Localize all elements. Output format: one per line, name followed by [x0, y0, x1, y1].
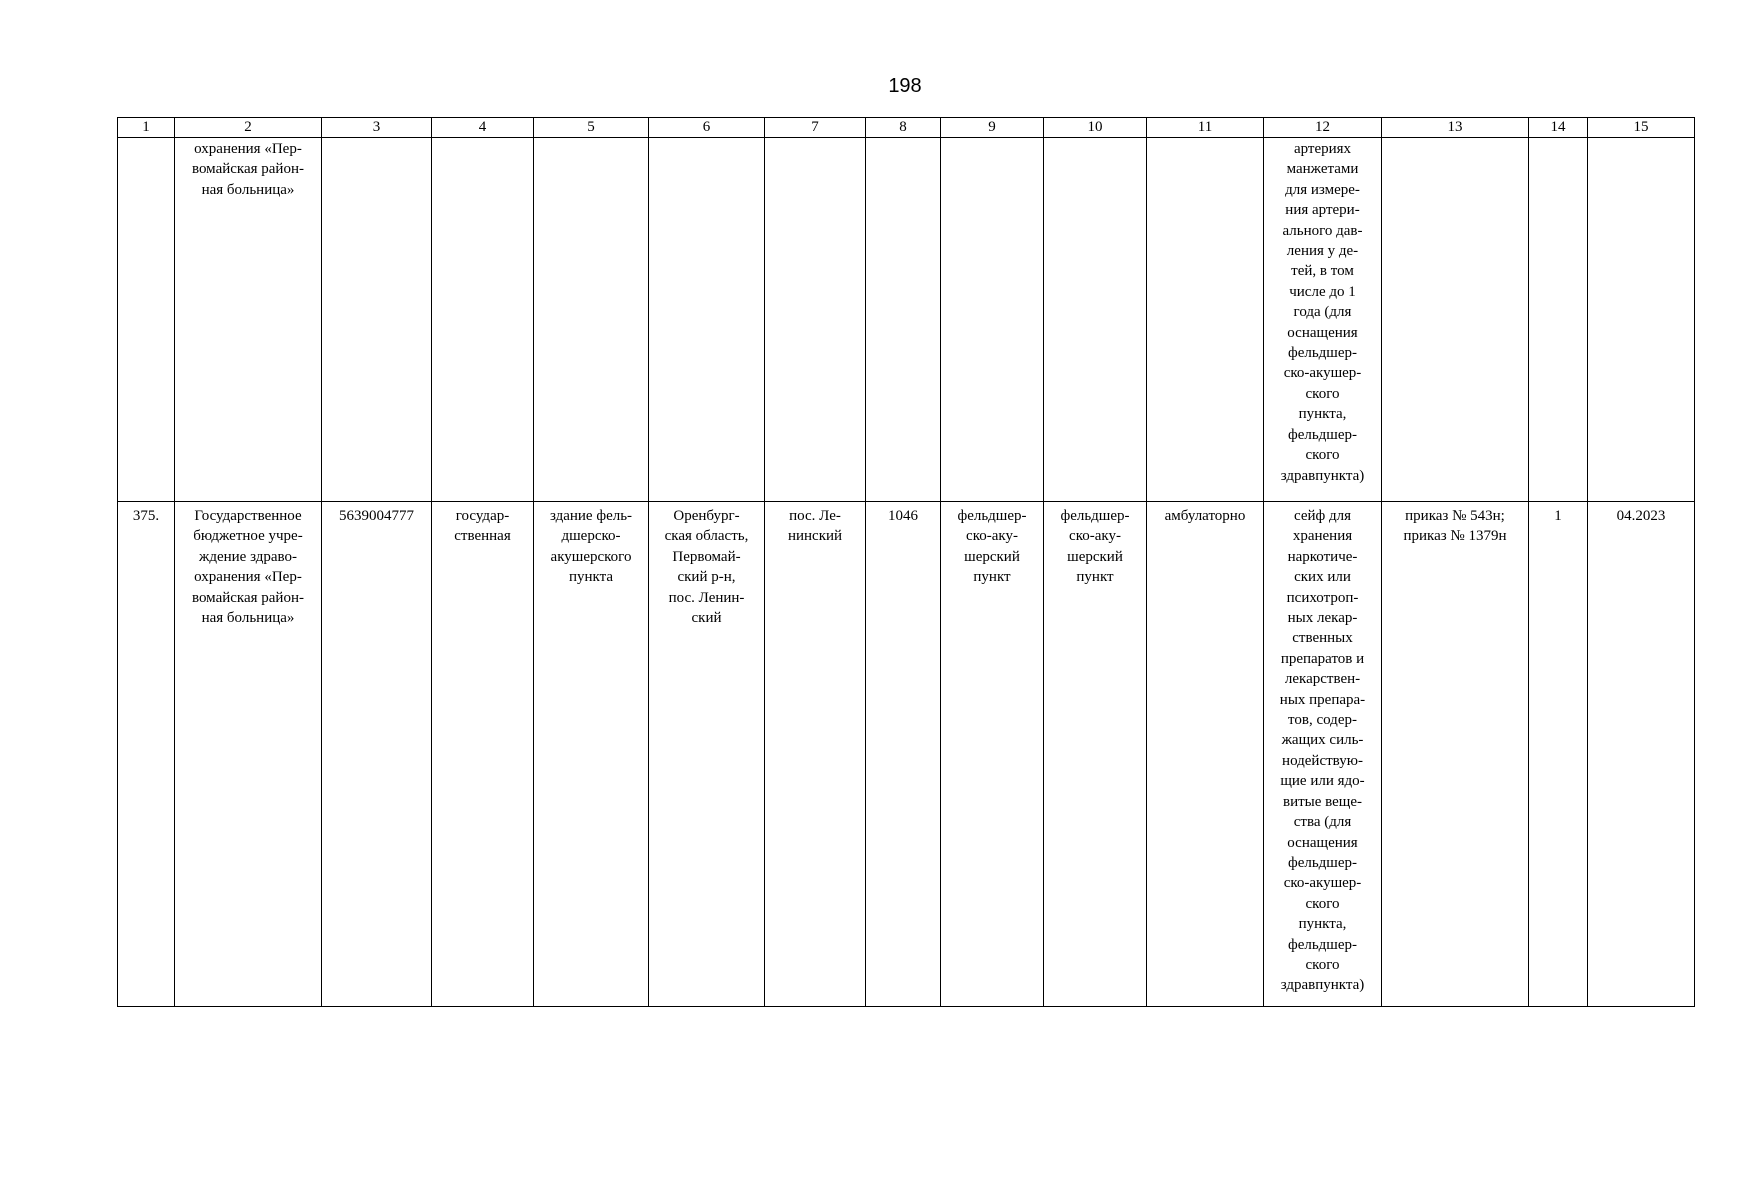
cell-date [1588, 502, 1695, 1007]
cell-address [649, 502, 765, 1007]
header-cell-8: 8 [866, 118, 941, 138]
cell-equipment [1264, 502, 1382, 1007]
cell-organization [175, 138, 322, 502]
header-cell-10: 10 [1044, 118, 1147, 138]
cell-text: сейф для хранения наркотиче- ских или психотроп- ных лекар- ственных препаратов и лекарствен- ных препара- тов, содер- жащих силь- нодействую- щие или ядо- витые веще- ства (для оснащения фельдшер- ско-акушер- ского пункта, фельдшер- ского здравпункта) [1279, 508, 1366, 994]
header-cell-7: 7 [765, 118, 866, 138]
cell-unit-profile [1044, 138, 1147, 502]
cell-text: охранения «Пер- вомайская район- ная больница» [191, 141, 304, 198]
table-row-continuation [118, 138, 1695, 502]
cell-text: фельдшер- ско-аку- шерский пункт [957, 508, 1027, 586]
cell-care-form [1147, 138, 1264, 502]
cell-text: Оренбург- ская область, Первомай- ский р-н, пос. Ленин- ский [664, 508, 749, 627]
cell-inn [322, 502, 432, 1007]
header-cell-3: 3 [322, 118, 432, 138]
header-row [118, 118, 1695, 138]
page-number: 198 [888, 75, 922, 97]
cell-inn [322, 138, 432, 502]
cell-unit-profile [1044, 502, 1147, 1007]
cell-settlement [765, 138, 866, 502]
cell-text: артериях манжетами для измере- ния артери- ального дав- ления у де- тей, в том числе до 1 года (для оснащения фельдшер- ско-акушер- ского пункта, фельдшер- ского здравпункта) [1280, 141, 1365, 484]
cell-quantity [1529, 502, 1588, 1007]
header-cell-11: 11 [1147, 118, 1264, 138]
cell-text: амбулаторно [1164, 508, 1246, 524]
cell-care-form [1147, 502, 1264, 1007]
header-cell-5: 5 [534, 118, 649, 138]
cell-text: 1046 [888, 508, 918, 524]
registry-table [117, 117, 1695, 1007]
cell-number [118, 138, 175, 502]
header-cell-12: 12 [1264, 118, 1382, 138]
cell-order [1382, 138, 1529, 502]
cell-unit-type [941, 138, 1044, 502]
cell-number [118, 502, 175, 1007]
cell-population [866, 138, 941, 502]
cell-date [1588, 138, 1695, 502]
cell-building [534, 138, 649, 502]
cell-text: Государственное бюджетное учре- ждение здраво- охранения «Пер- вомайская район- ная больница» [191, 508, 304, 627]
cell-organization [175, 502, 322, 1007]
header-cell-4: 4 [432, 118, 534, 138]
cell-text: пос. Ле- нинский [787, 508, 843, 545]
table-row-375 [118, 502, 1695, 1007]
header-cell-14: 14 [1529, 118, 1588, 138]
cell-text: 1 [1554, 508, 1562, 524]
header-cell-1: 1 [118, 118, 175, 138]
cell-ownership [432, 502, 534, 1007]
cell-unit-type [941, 502, 1044, 1007]
cell-text: государ- ственная [454, 508, 511, 545]
header-cell-9: 9 [941, 118, 1044, 138]
header-cell-6: 6 [649, 118, 765, 138]
header-cell-15: 15 [1588, 118, 1695, 138]
cell-text: 5639004777 [339, 508, 414, 524]
cell-text: фельдшер- ско-аку- шерский пункт [1060, 508, 1130, 586]
cell-text: здание фель- дшерско- акушерского пункта [549, 508, 633, 586]
cell-settlement [765, 502, 866, 1007]
cell-order [1382, 502, 1529, 1007]
cell-quantity [1529, 138, 1588, 502]
header-cell-13: 13 [1382, 118, 1529, 138]
header-cell-2: 2 [175, 118, 322, 138]
cell-address [649, 138, 765, 502]
cell-ownership [432, 138, 534, 502]
cell-population [866, 502, 941, 1007]
cell-building [534, 502, 649, 1007]
cell-text: 375. [132, 508, 160, 524]
cell-text: приказ № 543н; приказ № 1379н [1403, 508, 1507, 545]
cell-text: 04.2023 [1616, 508, 1666, 524]
cell-equipment [1264, 138, 1382, 502]
